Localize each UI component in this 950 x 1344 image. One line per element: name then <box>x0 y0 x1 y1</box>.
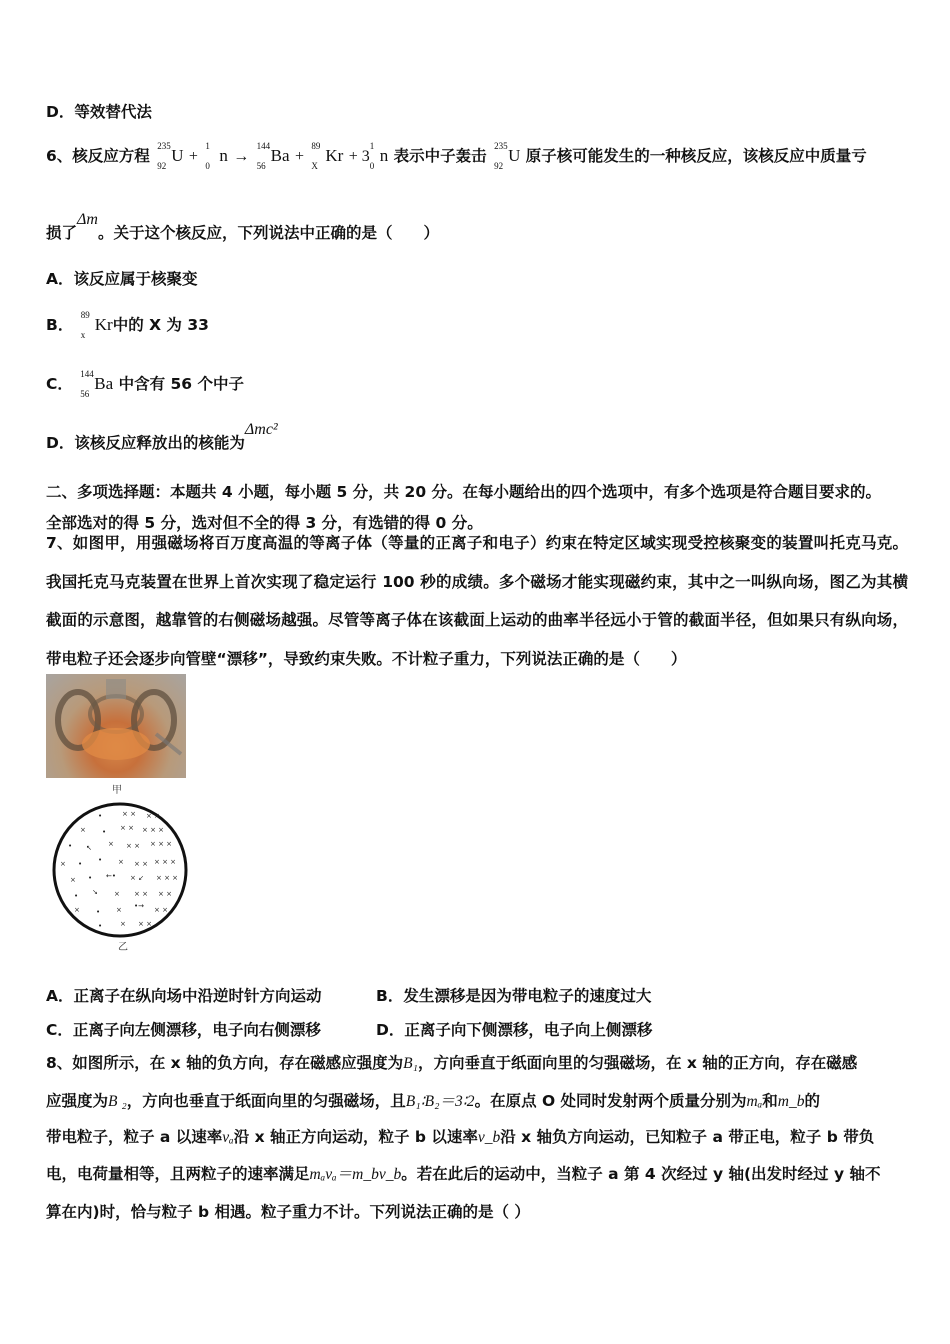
q8-line1: 8、如图所示，在 x 轴的负方向，存在磁感应强度为B₁，方向垂直于纸面向里的匀强磁场，在 x 轴的正方向，存在磁感 <box>46 1054 858 1072</box>
svg-text:×: × <box>118 858 124 866</box>
svg-text:•: • <box>78 860 83 868</box>
q6-option-d: D．该核反应释放出的核能为Δmc² <box>46 421 278 452</box>
q6-stem-line1 <box>46 141 867 171</box>
q6-option-c: C． 144 56 Ba 中含有 56 个中子 <box>46 369 244 399</box>
svg-text:↖: ↖ <box>86 844 92 852</box>
svg-text:×: × <box>108 840 114 848</box>
svg-text:×: × <box>120 920 126 928</box>
section-2-heading: 二、多项选择题：本题共 4 小题，每小题 5 分，共 20 分。在每小题给出的四个选项中，有多个选项是符合题目要求的。 全部选对的得 5 分，选对但不全的得 3 分，有选错的得 0 分。 <box>46 483 882 532</box>
tokamak-photo <box>46 674 186 778</box>
mb-symbol: m_b <box>777 1093 805 1110</box>
nuclide-ba144: 144 56 Ba <box>256 141 290 171</box>
arrow: → <box>233 148 250 165</box>
nuclide-kr89-x: 89 x Kr <box>80 310 113 340</box>
svg-text:•: • <box>98 856 103 864</box>
q7-option-d: D．正离子向下侧漂移，电子向上侧漂移 <box>376 1021 653 1039</box>
figure-caption-yi: 乙 <box>118 942 128 953</box>
q6-mid-text: 表示中子轰击 <box>393 147 487 165</box>
svg-text:× × ×: × × × <box>154 858 177 866</box>
svg-text:× ×: × × <box>126 842 140 850</box>
svg-text:×: × <box>80 826 86 834</box>
svg-text:× ×: × × <box>138 920 152 928</box>
svg-text:×: × <box>60 860 66 868</box>
q8-line2: 应强度为B ₂，方向也垂直于纸面向里的匀强磁场，且B₁∶B₂＝3∶2。在原点 O 处同时发射两个质量分别为mₐ和m_b的 <box>46 1092 821 1110</box>
svg-text:•: • <box>68 842 73 850</box>
svg-text:×: × <box>114 890 120 898</box>
svg-text:× × ×: × × × <box>150 840 173 848</box>
svg-text:× ×: × × <box>146 812 160 820</box>
q6-line2-post: 。关于这个核反应，下列说法中正确的是（ ） <box>97 224 439 242</box>
svg-text:↘: ↘ <box>92 888 98 896</box>
plus-three: + 3 <box>348 148 370 165</box>
svg-text:× ×: × × <box>122 810 136 818</box>
q7-option-b: B．发生漂移是因为带电粒子的速度过大 <box>376 987 652 1005</box>
b1-symbol: B₁ <box>403 1055 418 1072</box>
q6-line2-pre: 损了 <box>46 224 78 242</box>
ma-symbol: mₐ <box>746 1093 763 1110</box>
q8-line3: 带电粒子，粒子 a 以速率vₐ沿 x 轴正方向运动，粒子 b 以速率v_b沿 x 轴负方向运动，已知粒子 a 带正电，粒子 b 带负 <box>46 1128 875 1146</box>
svg-text:×: × <box>74 906 80 914</box>
svg-text:× × ×: × × × <box>156 874 179 882</box>
vb-symbol: v_b <box>477 1129 501 1146</box>
nuclide-neutron: 1 0 n <box>205 141 228 171</box>
q6-number: 6、核反应方程 <box>46 147 150 165</box>
q7-option-c: C．正离子向左侧漂移，电子向右侧漂移 <box>46 1021 321 1039</box>
nuclide-u235-b: 235 92 U <box>494 141 521 171</box>
va-symbol: vₐ <box>222 1129 234 1146</box>
q6-stem-line2 <box>46 211 439 245</box>
q7-stem: 7、如图甲，用强磁场将百万度高温的等离子体（等量的正离子和电子）约束在特定区域实现受控核聚变的装置叫托克马克。我国托克马克装置在世界上首次实现了稳定运行 100 秒的成绩。多个磁场才能实现磁约束，其中之一叫纵向场，图乙为其横截面的示意图，越靠管的右侧磁场越强。尽管等离子体在该截面上运动的曲率半径远小于管的截面半径，但如果只有纵向场，带电粒子还会逐步向管壁“漂移”，导致约束失败。不计粒子重力，下列说法正确的是（ ） <box>46 534 908 668</box>
nuclide-ba144-c: 144 56 Ba <box>80 369 114 399</box>
energy-formula: Δmc² <box>244 421 278 438</box>
svg-text:× ×: × × <box>158 890 172 898</box>
svg-text:×: × <box>116 906 122 914</box>
svg-text:•: • <box>98 812 103 820</box>
q6-option-b: B． 89 x Kr中的 X 为 33 <box>46 310 209 340</box>
svg-text:× ×: × × <box>120 824 134 832</box>
q6-tail-text: 原子核可能发生的一种核反应，该核反应中质量亏 <box>525 147 867 165</box>
delta-m: Δm <box>77 211 98 228</box>
q8-line5: 算在内)时，恰与粒子 b 相遇。粒子重力不计。下列说法正确的是（ ） <box>46 1203 530 1221</box>
svg-text:•: • <box>102 828 107 836</box>
svg-text:×: × <box>70 876 76 884</box>
b2-symbol: B ₂ <box>108 1093 127 1110</box>
cross-section-diagram <box>50 800 190 940</box>
q7-option-a: A．正离子在纵向场中沿逆时针方向运动 <box>46 987 322 1005</box>
nuclide-neutron-3: 1 0 n <box>369 141 389 171</box>
q5-option-d: D．等效替代法 <box>46 103 152 121</box>
svg-text:× ×: × × <box>154 906 168 914</box>
q6-option-a: A．该反应属于核聚变 <box>46 270 198 288</box>
ratio-formula: B₁∶B₂＝3∶2 <box>405 1093 475 1110</box>
plus-sign: + <box>294 148 304 165</box>
plus-sign: + <box>188 148 198 165</box>
svg-text:•: • <box>88 874 93 882</box>
svg-text:× ×: × × <box>134 860 148 868</box>
svg-text:•: • <box>98 922 103 930</box>
svg-text:× × ×: × × × <box>142 826 165 834</box>
q8-line4: 电，电荷量相等，且两粒子的速率满足mₐvₐ＝m_bv_b。若在此后的运动中，当粒子 a 第 4 次经过 y 轴(出发时经过 y 轴不 <box>46 1165 881 1183</box>
nuclide-u235: 235 92 U <box>157 141 184 171</box>
svg-text:•→: •→ <box>134 902 144 910</box>
field-markers <box>60 810 178 930</box>
figure-caption-jia: 甲 <box>112 785 122 796</box>
svg-text:•: • <box>74 892 79 900</box>
svg-text:•: • <box>96 908 101 916</box>
momentum-equation: mₐvₐ＝m_bv_b <box>309 1166 402 1183</box>
svg-text:× ↙: × ↙ <box>130 874 144 882</box>
svg-text:←•: ←• <box>106 872 116 880</box>
svg-text:× ×: × × <box>134 890 148 898</box>
nuclide-kr89: 89 X Kr <box>311 141 344 171</box>
